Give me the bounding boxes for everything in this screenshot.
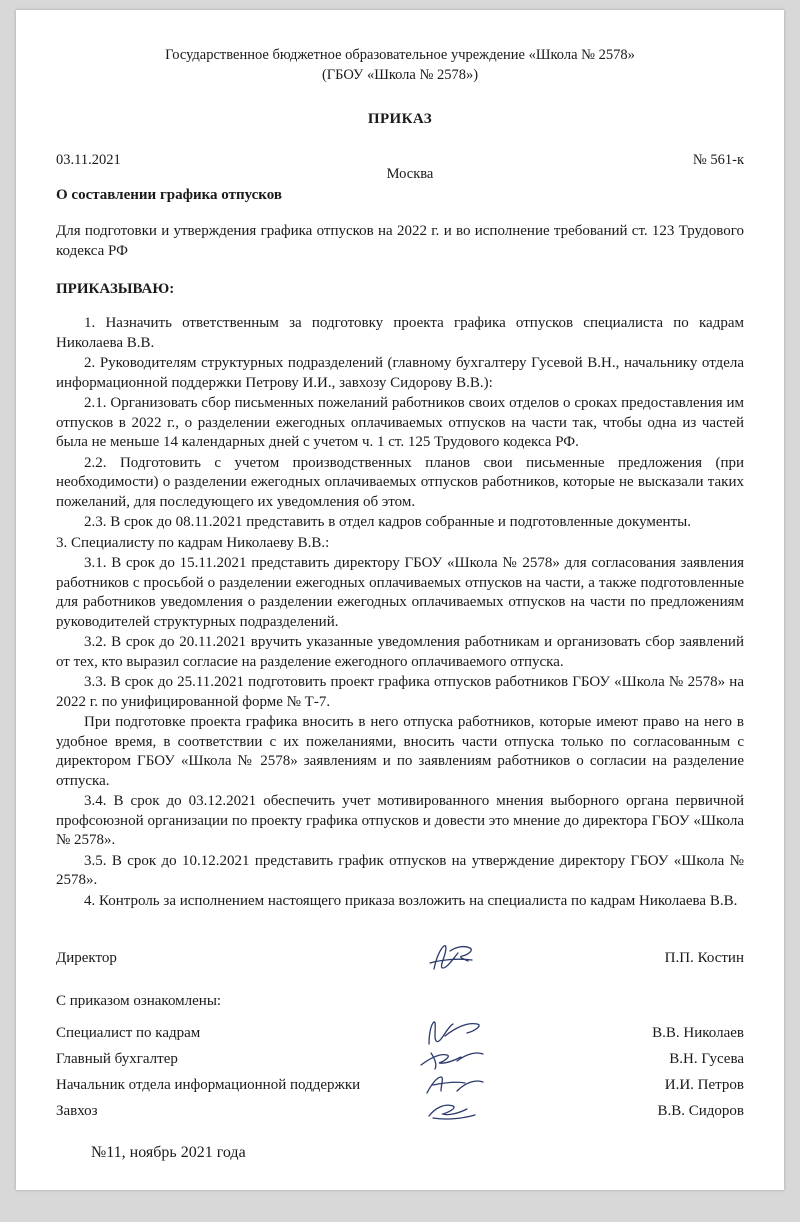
handwritten-signature-icon (419, 1098, 491, 1124)
document-city: Москва (386, 166, 434, 183)
body-paragraph: 2.3. В срок до 08.11.2021 представить в отдел кадров собранные и подготовленные документы. (84, 514, 691, 531)
handwritten-signature-icon (420, 941, 490, 975)
document-subject: О составлении графика отпусков (56, 187, 282, 204)
acknowledger-name: В.В. Сидоров (657, 1102, 744, 1119)
body-paragraph: 3.1. В срок до 15.11.2021 представить директору ГБОУ «Школа № 2578» для согласования заявления работников с просьбой о разделении ежегодных оплачиваемых отпусков на части, а также подготовленные для работников уведомления о разделении ежегодных оплачиваемых отпусков на части по предложениям руководителей структурных подразделений. (56, 555, 744, 630)
body-paragraph: 3. Специалисту по кадрам Николаеву В.В.: (56, 534, 330, 551)
document-page (16, 10, 784, 1190)
body-paragraph: 3.5. В срок до 10.12.2021 представить график отпусков на утверждение директору ГБОУ «Школа № 2578». (56, 852, 744, 889)
acknowledger-role: Завхоз (56, 1102, 98, 1119)
body-paragraph: 2. Руководителям структурных подразделений (главному бухгалтеру Гусевой В.Н., начальнику отдела информационной поддержки Петрову И.И., завхозу Сидорову В.В.): (56, 355, 744, 391)
body-paragraph: 3.2. В срок до 20.11.2021 вручить указанные уведомления работникам и организовать сбор заявлений от тех, кто выразил согласие на разделение ежегодного оплачиваемого отпуска. (56, 634, 744, 670)
acknowledger-role: Начальник отдела информационной поддержки (56, 1076, 361, 1093)
acknowledger-name: И.И. Петров (664, 1076, 744, 1093)
organization-name-full: Государственное бюджетное образовательное учреждение «Школа № 2578» (165, 47, 635, 63)
document-number: № 561-к (692, 152, 744, 169)
order-keyword: ПРИКАЗЫВАЮ: (56, 281, 175, 298)
director-name: П.П. Костин (664, 949, 744, 966)
acknowledger-row (56, 1098, 744, 1124)
acknowledger-role: Главный бухгалтер (56, 1050, 178, 1067)
handwritten-signature-icon (413, 1045, 497, 1073)
director-signature-row (56, 945, 744, 971)
document-date: 03.11.2021 (56, 152, 121, 169)
body-paragraph: 2.2. Подготовить с учетом производственных планов свои письменные предложения (при необходимости) о разделении ежегодных оплачиваемых отпусков работников, которые не высказали таких пожеланий, для последующего их уведомления об этом. (56, 454, 744, 510)
body-paragraph: 2.1. Организовать сбор письменных пожеланий работников своих отделов о сроках предоставления им отпусков в 2022 г., о разделении ежегодных оплачиваемых отпусков на части так, чтобы одна из частей была не меньше 14 календарных дней с учетом ч. 1 ст. 125 Трудового кодекса РФ. (56, 395, 744, 451)
body-paragraph: 3.4. В срок до 03.12.2021 обеспечить учет мотивированного мнения выборного органа первичной профсоюзной организации по проекту графика отпусков и довести это мнение до директора ГБОУ «Школа № 2578». (56, 793, 744, 849)
acknowledger-name: В.Н. Гусева (669, 1050, 744, 1067)
signature-area (56, 945, 744, 1124)
acknowledger-role: Специалист по кадрам (56, 1024, 201, 1041)
body-paragraph: При подготовке проекта графика вносить в него отпуска работников, которые имеют право на него в удобное время, в соответствии с их пожеланиями, вносить части отпуска только по согласованным с директором ГБОУ «Школа № 2578» заявлениям и по заявлениям работников о согласии на разделение отпуска. (56, 714, 744, 789)
handwritten-signature-icon (417, 1071, 493, 1099)
acknowledger-name: В.В. Николаев (652, 1024, 744, 1041)
handwritten-signature-icon (415, 1018, 495, 1048)
acknowledger-row (56, 1072, 744, 1098)
acknowledgement-label: С приказом ознакомлены: (56, 993, 222, 1010)
body-paragraph: 1. Назначить ответственным за подготовку проекта графика отпусков специалиста по кадрам Николаева В.В. (56, 315, 744, 351)
document-preamble: Для подготовки и утверждения графика отпусков на 2022 г. и во исполнение требований ст. 123 Трудового кодекса РФ (56, 223, 744, 259)
body-paragraph: 3.3. В срок до 25.11.2021 подготовить проект графика отпусков работников ГБОУ «Школа № 2578» на 2022 г. по унифицированной форме № Т-7. (56, 674, 744, 710)
acknowledger-row (56, 1020, 744, 1046)
organization-header (56, 46, 744, 85)
issue-footer: №11, ноябрь 2021 года (91, 1144, 246, 1161)
acknowledger-row (56, 1046, 744, 1072)
organization-name-short: (ГБОУ «Школа № 2578») (321, 66, 479, 83)
body-paragraph: 4. Контроль за исполнением настоящего приказа возложить на специалиста по кадрам Николаева В.В. (84, 892, 738, 909)
document-body (56, 314, 744, 911)
document-title: ПРИКАЗ (367, 111, 433, 128)
director-role: Директор (56, 949, 117, 966)
